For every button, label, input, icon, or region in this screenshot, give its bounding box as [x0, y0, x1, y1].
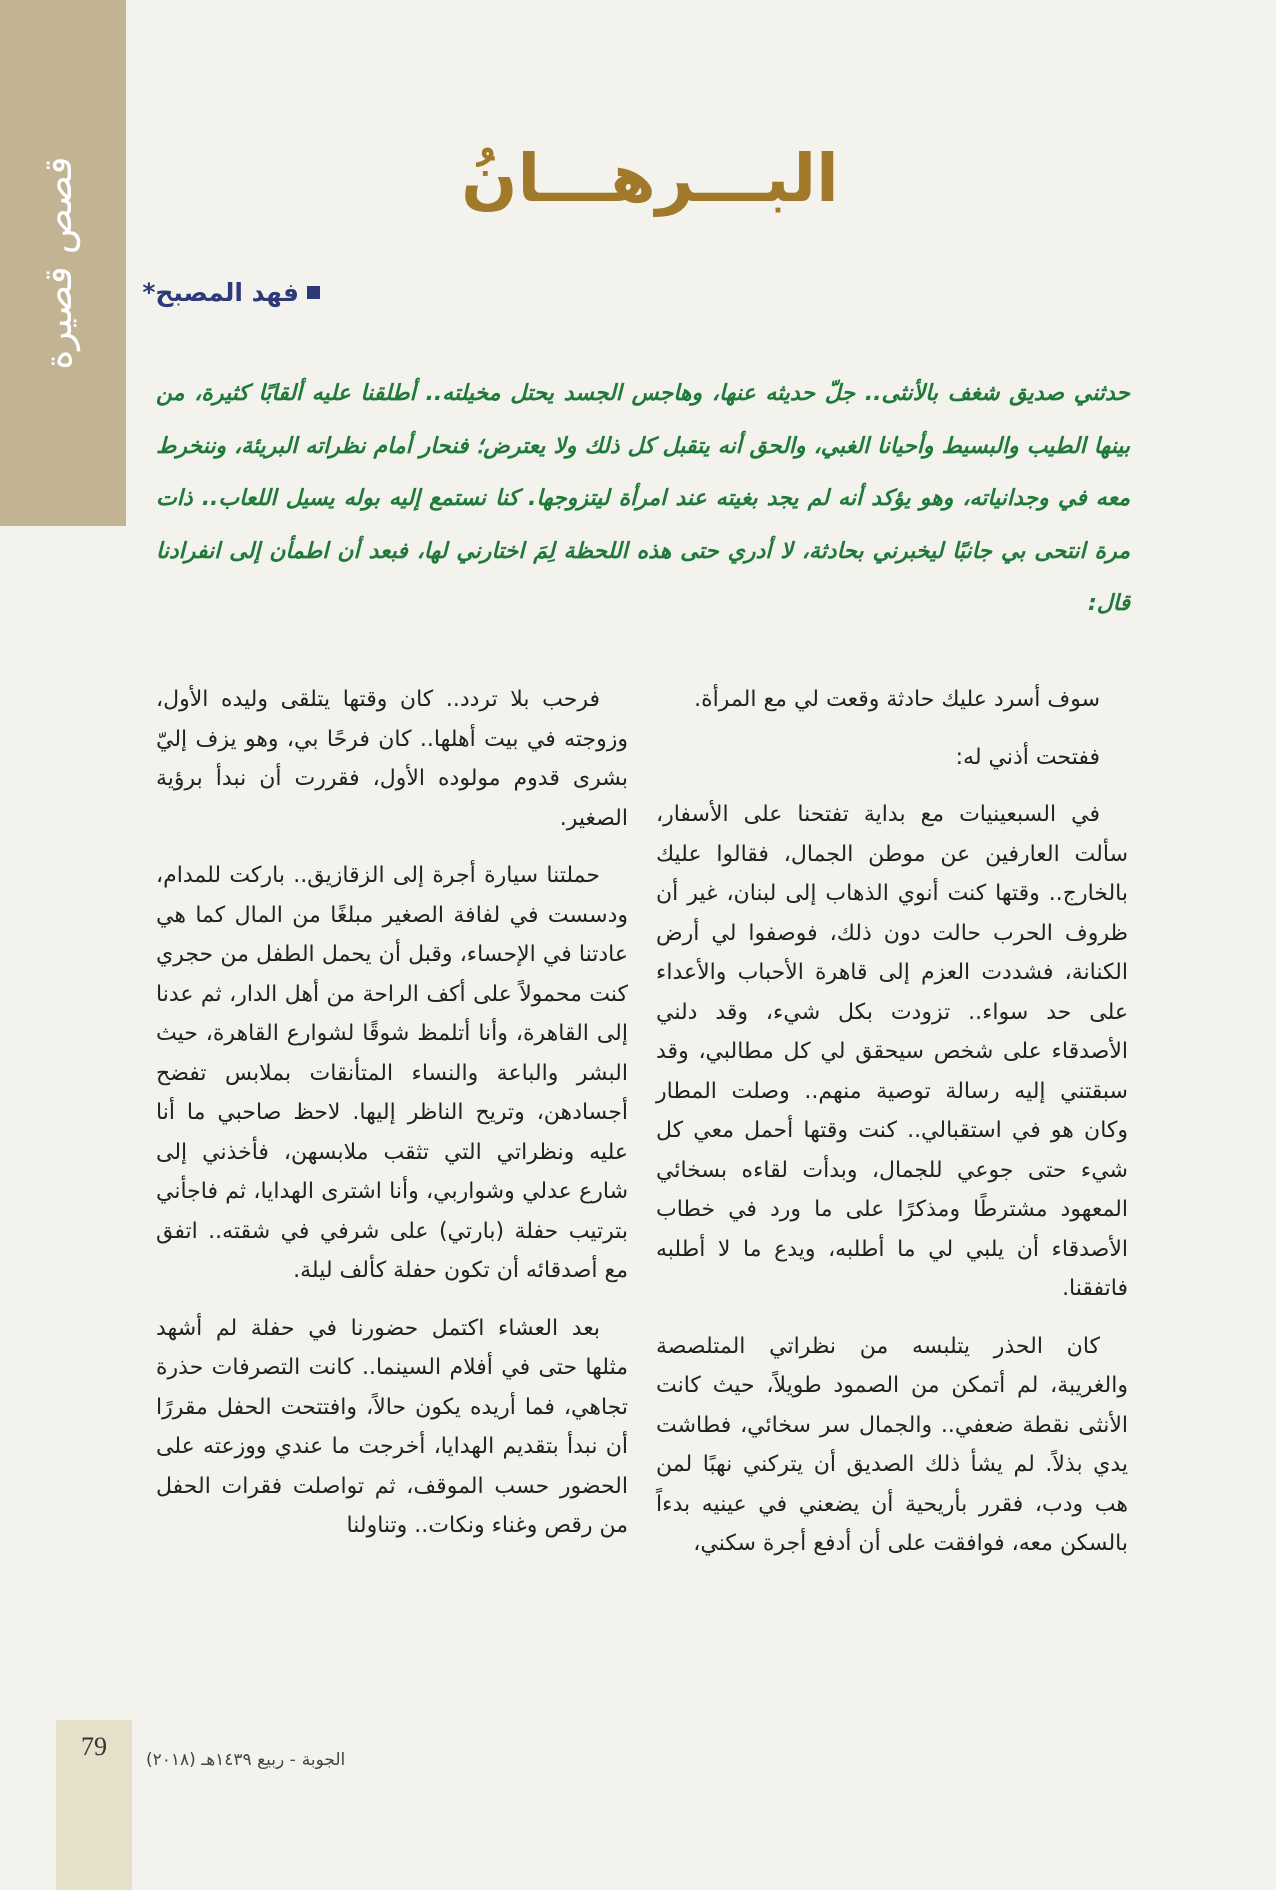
- right-column: [656, 680, 1128, 1582]
- author-name: فهد المصبح*: [142, 278, 299, 307]
- author-byline: [142, 278, 320, 307]
- body-paragraph: كان الحذر يتلبسه من نظراتي المتلصصة والغريبة، لم أتمكن من الصمود طويلاً، حيث كانت الأنثى نقطة ضعفي.. والجمال سر سخائي، فطاشت يدي بذلاً. لم يشأ ذلك الصديق أن يتركني نهبًا لمن هب ودب، فقرر بأريحية أن يضعني في عينيه بدءاً بالسكن معه، فوافقت على أن أدفع أجرة سكني،: [656, 1333, 1128, 1556]
- section-tab: [0, 0, 126, 526]
- section-label: قصص قصيرة: [36, 156, 80, 370]
- intro-paragraph: حدثني صديق شغف بالأنثى.. جلّ حديثه عنها، وهاجس الجسد يحتل مخيلته.. أطلقنا عليه ألقابًا كثيرة، من بينها الطيب والبسيط وأحيانا الغبي، والحق أنه يتقبل كل ذلك ولا يعترض؛ فنحار أمام نظراته البريئة، وننخرط معه في وجدانياته، وهو يؤكد أنه لم يجد بغيته عند امرأة ليتزوجها. كنا نستمع إليه بوله يسيل اللعاب.. ذات مرة انتحى بي جانبًا ليخبرني بحادثة، لا أدري حتى هذه اللحظة لِمَ اختارني لها، فبعد أن اطمأن إلى انفرادنا قال:: [156, 381, 1130, 616]
- body-paragraph: في السبعينيات مع بداية تفتحنا على الأسفار، سألت العارفين عن موطن الجمال، فقالوا عليك بالخارج.. وقتها كنت أنوي الذهاب إلى لبنان، غير أن ظروف الحرب حالت دون ذلك، فوصفوا لي أرض الكنانة، فشددت العزم إلى قاهرة الأحباب والأعداء على حد سواء.. تزودت بكل شيء، وقد دلني الأصدقاء على شخص سيحقق لي كل مطالبي، وقد سبقتني إليه رسالة توصية منهم.. وصلت المطار وكان هو في استقبالي.. كنت وقتها أحمل معي كل شيء حتى جوعي للجمال، وبدأت لقاءه بسخائي المعهود مشترطًا ومذكرًا على ما ورد في خطاب الأصدقاء أن يلبي لي ما أطلبه، ويدع ما لا أطلبه فاتفقنا.: [656, 802, 1128, 1301]
- article-title: البـــرهـــانُ: [461, 140, 839, 217]
- body-paragraph: فرحب بلا تردد.. كان وقتها يتلقى وليده الأول، وزوجته في بيت أهلها.. كان فرحًا بي، وهو يزف إليّ بشرى قدوم مولوده الأول، فقررت أن نبدأ برؤية الصغير.: [156, 687, 628, 831]
- body-paragraph: ففتحت أذني له:: [955, 744, 1100, 770]
- left-column: [156, 680, 628, 1564]
- body-paragraph: بعد العشاء اكتمل حضورنا في حفلة لم أشهد مثلها حتى في أفلام السينما.. كانت التصرفات حذرة تجاهي، فما أريده يكون حالاً، وافتتحت الحفل مقررًا أن نبدأ بتقديم الهدايا، أخرجت ما عندي ووزعته على الحضور حسب الموقف، ثم تواصلت فقرات الحفل من رقص وغناء ونكات.. وتناولنا: [156, 1315, 628, 1538]
- page-edge: [1276, 0, 1284, 1890]
- issue-date: - ربيع ١٤٣٩هـ (٢٠١٨): [146, 1750, 296, 1770]
- page-number: 79: [81, 1732, 107, 1761]
- magazine-name: الجوبة: [301, 1750, 346, 1770]
- body-paragraph: سوف أسرد عليك حادثة وقعت لي مع المرأة.: [694, 687, 1100, 712]
- body-paragraph: حملتنا سيارة أجرة إلى الزقازيق.. باركت للمدام، ودسست في لفافة الصغير مبلغًا من المال كما هي عادتنا في الإحساء، وقبل أن يحمل الطفل من حجري كنت محمولاً على أكف الراحة من أهل الدار، ثم عدنا إلى القاهرة، وأنا أتلمظ شوقًا لشوارع القاهرة، حيث البشر والباعة والنساء المتأنقات بملابس تفضح أجسادهن، وتريح الناظر إليها. لاحظ صاحبي ما أنا عليه ونظراتي التي تثقب ملابسهن، فأخذني إلى شارع عدلي وشواربي، وأنا اشترى الهدايا، ثم فاجأني بترتيب حفلة (بارتي) على شرفي في شقته.. اتفق مع أصدقائه أن تكون حفلة كألف ليلة.: [156, 863, 628, 1283]
- footer-credit: [146, 1750, 345, 1770]
- byline-square-icon: [307, 286, 320, 299]
